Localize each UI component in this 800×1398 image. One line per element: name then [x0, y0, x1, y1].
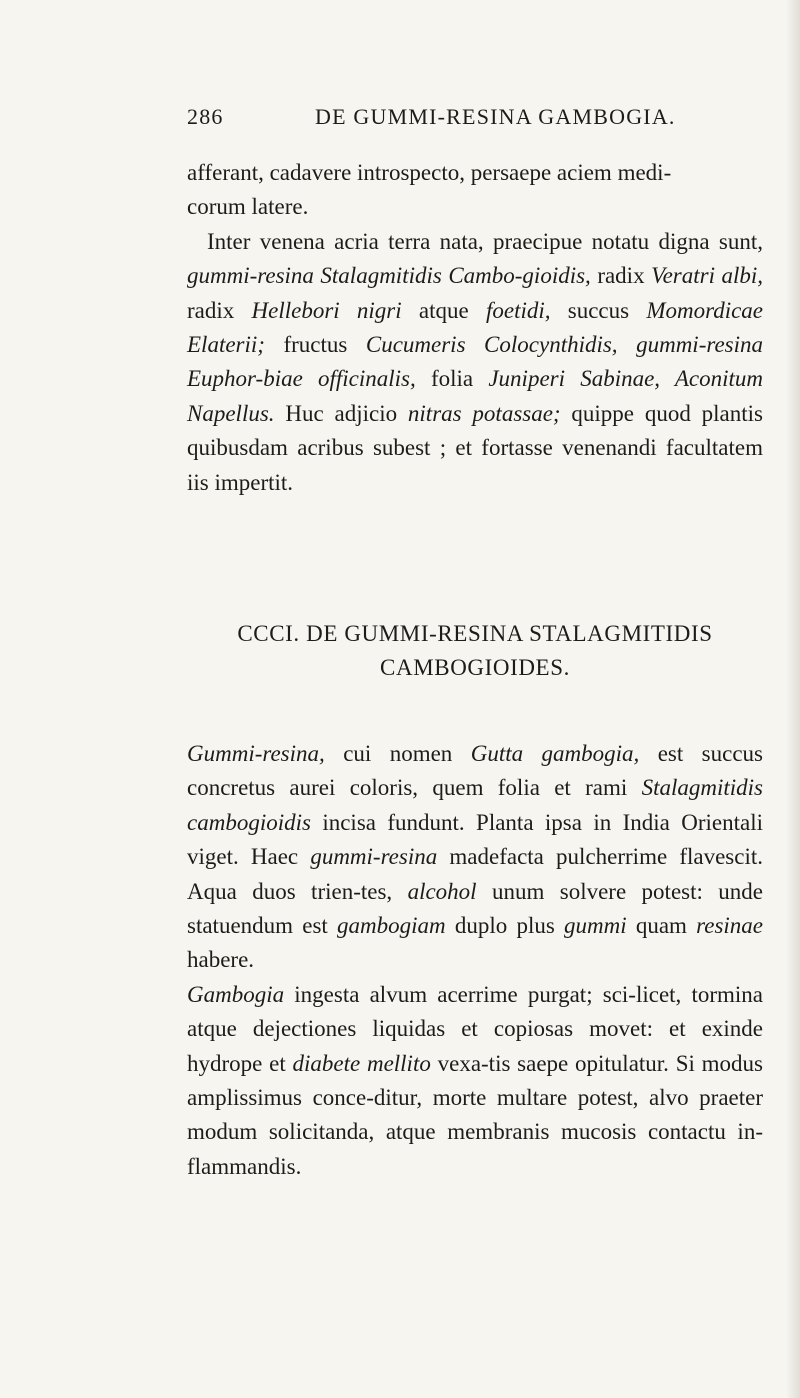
- text-run: habere.: [187, 947, 255, 973]
- section-heading-line-2: CAMBOGIOIDES.: [380, 655, 570, 681]
- text-run: ingesta alvum acerrime purgat; sci-licet, tormina atque dejectiones liquidas et copiosas movet: et exinde hydrope et: [187, 981, 763, 1076]
- body-text-bottom: [187, 737, 763, 1184]
- italic-term: Gutta gambogia,: [470, 741, 640, 766]
- continuation-line-2: corum latere.: [187, 194, 309, 220]
- italic-term: resinae: [696, 913, 763, 939]
- text-run: fructus: [264, 332, 366, 358]
- text-run: incisa fundunt. Planta ipsa in India Orientali viget. Haec: [187, 809, 763, 870]
- italic-term: Veratri albi,: [651, 263, 763, 289]
- italic-term: Gummi-resina,: [187, 741, 325, 766]
- section-heading-line-1: CCCI. DE GUMMI-RESINA STALAGMITIDIS: [237, 621, 713, 646]
- italic-term: gummi: [564, 913, 627, 939]
- text-run: madefacta pulcherrime flavescit. Aqua duos trien-tes,: [187, 844, 763, 904]
- text-run: folia: [415, 366, 489, 392]
- text-run: succus: [550, 297, 647, 323]
- text-run: est succus concretus aurei coloris, quem folia et rami: [187, 741, 763, 801]
- italic-term: Hellebori nigri: [251, 297, 402, 323]
- text-run: quippe quod plantis quibusdam acribus subest ; et fortasse venenandi facultatem iis impertit.: [187, 400, 763, 495]
- italic-term: gummi-resina: [310, 844, 438, 870]
- italic-term: Juniperi Sabinae, Aconitum Napellus.: [187, 366, 763, 426]
- paragraph-gummi-resina: [187, 737, 763, 978]
- paragraph-venena: [187, 225, 763, 500]
- italic-term: alcohol: [407, 878, 477, 904]
- page-edge-shadow: [786, 0, 800, 1398]
- text-run: Huc adjicio: [274, 400, 408, 426]
- italic-term: Momordicae Elaterii;: [187, 297, 764, 358]
- italic-term: Gambogia: [187, 981, 285, 1007]
- text-run: quam: [626, 913, 697, 939]
- italic-term: gambogiam: [337, 913, 446, 939]
- italic-term: Stalagmitidis cambogioidis: [187, 775, 763, 835]
- italic-term: Cucumeris Colocynthidis, gummi-resina Euphor-biae officinalis,: [187, 332, 763, 392]
- section-heading: [187, 617, 763, 686]
- text-run: unum solvere potest: unde statuendum est: [187, 878, 763, 939]
- page-number: 286: [187, 104, 224, 129]
- body-text-top: [187, 156, 763, 500]
- paragraph-continuation: [187, 156, 763, 225]
- italic-term: diabete mellito: [292, 1050, 431, 1076]
- continuation-line-1: afferant, cadavere introspecto, persaepe aciem medi-: [187, 160, 672, 185]
- text-run: duplo plus: [445, 913, 564, 939]
- section-heading-block: [187, 617, 763, 686]
- text-run: radix: [187, 297, 252, 323]
- paragraph-gambogia: [187, 978, 763, 1184]
- italic-term: gummi-resina Stalagmitidis Cambo-gioidis,: [187, 263, 591, 289]
- text-run: Inter venena acria terra nata, praecipue notatu digna sunt,: [207, 228, 763, 254]
- text-run: vexa-tis saepe opitulatur. Si modus amplissimus conce-ditur, morte multare potest, alvo praeter modum solicitanda, atque membranis mucosis contactu in-flammandis.: [187, 1050, 763, 1179]
- text-run: cui nomen: [324, 741, 471, 766]
- running-title: DE GUMMI-RESINA GAMBOGIA.: [315, 104, 676, 129]
- running-header: [187, 104, 676, 130]
- text-run: atque: [401, 297, 486, 323]
- italic-term: nitras potassae;: [407, 400, 561, 426]
- italic-term: foetidi,: [485, 297, 551, 323]
- text-run: radix: [590, 263, 652, 289]
